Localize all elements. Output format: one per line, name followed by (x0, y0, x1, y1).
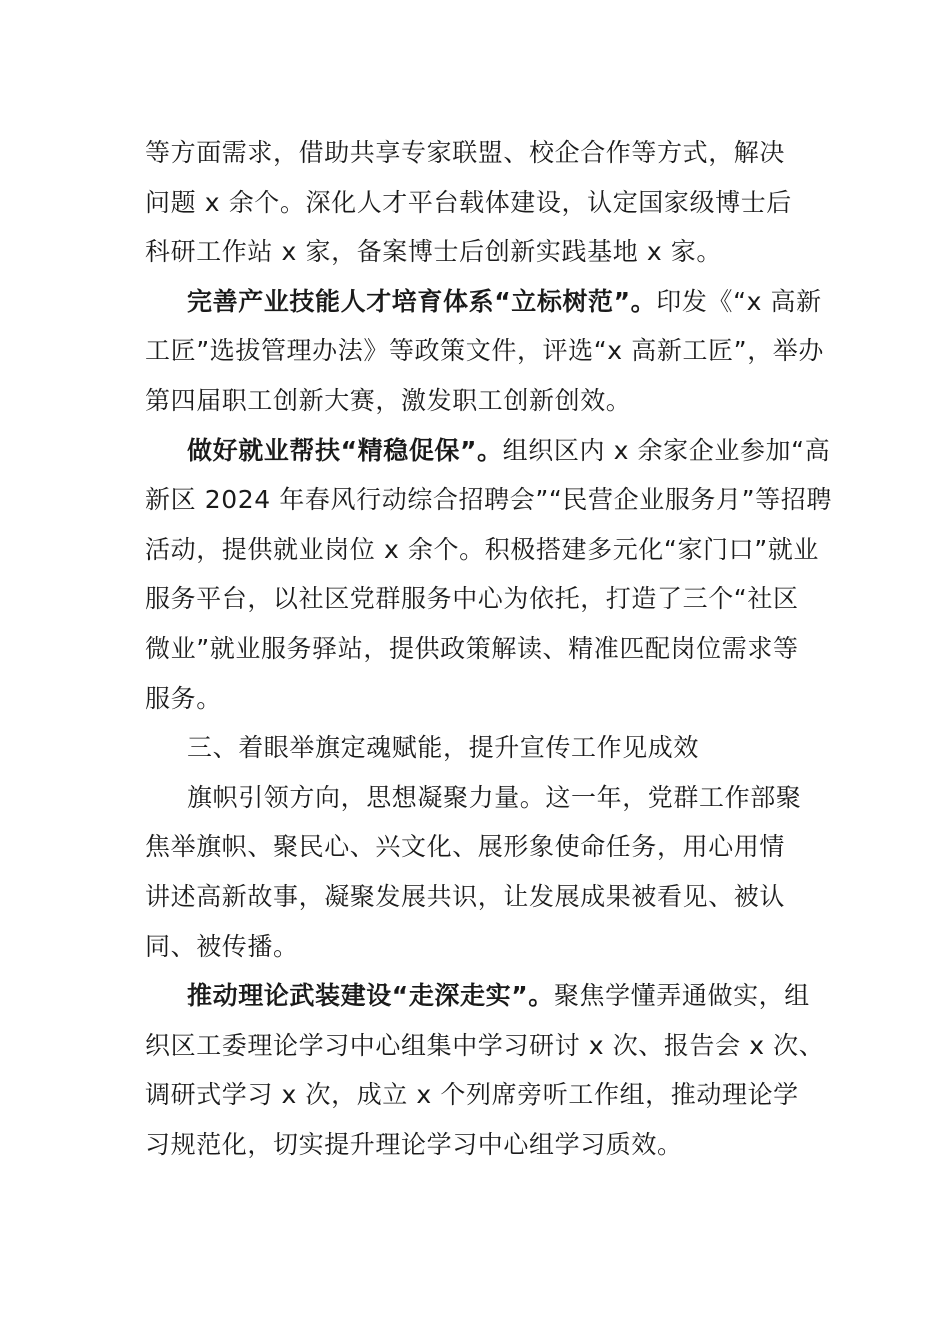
p3-line-5: 微业”就业服务驿站，提供政策解读、精准匹配岗位需求等 (145, 633, 799, 663)
p3-line-1 (145, 426, 831, 476)
p1-line-2: 问题 x 余个。深化人才平台载体建设，认定国家级博士后 (145, 187, 792, 217)
p3-heading: 做好就业帮扶“精稳促保”。 (187, 435, 503, 465)
p3-line-6: 服务。 (145, 683, 222, 713)
p5-line-1 (145, 971, 825, 1021)
p5-heading: 推动理论武装建设“走深走实”。 (187, 981, 554, 1011)
document-body (145, 128, 832, 1169)
p2-line-2: 工匠”选拔管理办法》等政策文件，评选“x 高新工匠”，举办 (145, 336, 824, 366)
p5-line-2: 织区工委理论学习中心组集中学习研讨 x 次、报告会 x 次、 (145, 1030, 825, 1060)
p3-first-rest: 组织区内 x 余家企业参加“高 (502, 435, 831, 465)
p2-first-rest: 印发《“x 高新 (656, 286, 822, 316)
p2-heading: 完善产业技能人才培育体系“立标树范”。 (187, 286, 657, 316)
p3-line-2: 新区 2024 年春风行动综合招聘会”“民营企业服务月”等招聘 (145, 485, 832, 515)
p4-line-4: 同、被传播。 (145, 931, 299, 961)
section-3-title: 三、着眼举旗定魂赋能，提升宣传工作见成效 (187, 733, 700, 763)
p1-line-1: 等方面需求，借助共享专家联盟、校企合作等方式，解决 (145, 138, 786, 167)
p5-line-3: 调研式学习 x 次，成立 x 个列席旁听工作组，推动理论学 (145, 1080, 799, 1110)
p2-line-3: 第四届职工创新大赛，激发职工创新创效。 (145, 385, 632, 415)
p1-line-3: 科研工作站 x 家，备案博士后创新实践基地 x 家。 (145, 237, 722, 267)
p4-line-1: 旗帜引领方向，思想凝聚力量。这一年，党群工作部聚 (187, 782, 802, 812)
p4-line-3: 讲述高新故事，凝聚发展共识，让发展成果被看见、被认 (145, 881, 786, 911)
p3-line-4: 服务平台，以社区党群服务中心为依托，打造了三个“社区 (145, 584, 799, 614)
p5-line-4: 习规范化，切实提升理论学习中心组学习质效。 (145, 1129, 683, 1159)
p5-first-rest: 聚焦学懂弄通做实，组 (553, 981, 810, 1011)
p2-line-1 (145, 277, 825, 327)
p4-line-2: 焦举旗帜、聚民心、兴文化、展形象使命任务，用心用情 (145, 832, 786, 862)
p3-line-3: 活动，提供就业岗位 x 余个。积极搭建多元化“家门口”就业 (145, 534, 819, 564)
